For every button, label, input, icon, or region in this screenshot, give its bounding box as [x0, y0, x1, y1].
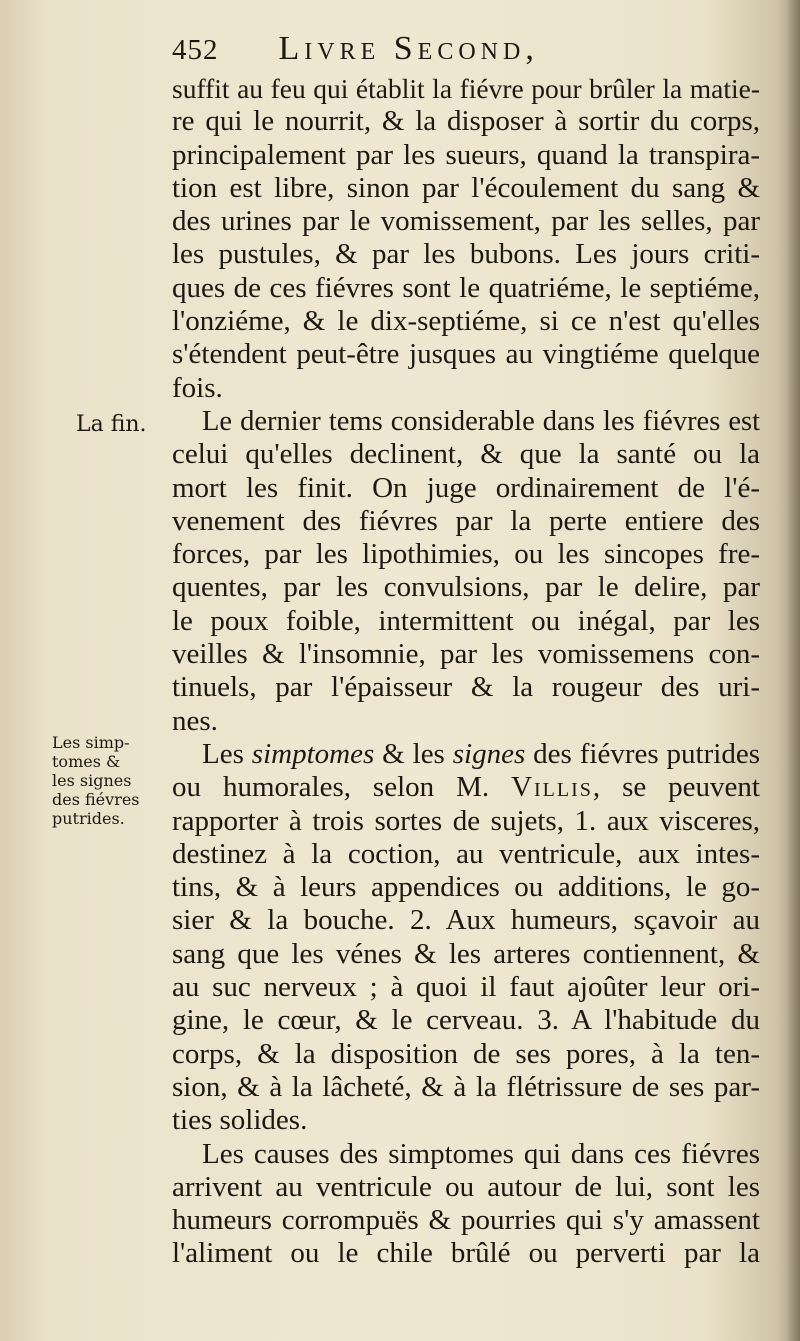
text-line: arrivent au ventricule ou autour de lui, sont les	[172, 1170, 760, 1203]
text-run: ou humorales, selon M.	[172, 771, 512, 804]
text-line: humeurs corrompuës & pourries qui s'y amassent	[172, 1204, 760, 1237]
text-line: des urines par le vomissement, par les selles, par	[172, 205, 760, 238]
text-line: gine, le cœur, & le cerveau. 3. A l'habitude du	[172, 1004, 760, 1037]
text-line: rapporter à trois sortes de sujets, 1. aux visceres,	[172, 804, 760, 837]
running-title: Livre Second,	[278, 30, 539, 67]
text-run: , se peuvent	[592, 771, 760, 804]
text-line: tins, & à leurs appendices ou additions, le go-	[172, 871, 760, 904]
text-run: & les	[374, 737, 453, 770]
italic-term: simptomes	[251, 737, 375, 770]
margin-note-line: les signes	[52, 771, 132, 790]
text-line: l'aliment ou le chile brûlé ou perverti par la	[172, 1237, 760, 1270]
text-run: des fiévres putrides	[525, 737, 760, 770]
text-line: venement des fiévres par la perte entiere des	[172, 504, 760, 537]
text-line: Les causes des simptomes qui dans ces fiévres	[202, 1137, 760, 1170]
margin-note-line: Les simp-	[52, 733, 130, 752]
text-line: principalement par les sueurs, quand la transpira-	[172, 138, 760, 171]
page-number: 452	[172, 34, 219, 66]
text-line	[172, 771, 760, 804]
text-line: sier & la bouche. 2. Aux humeurs, sçavoir au	[172, 904, 760, 937]
text-line: Le dernier tems considerable dans les fiévres est	[202, 405, 760, 437]
text-line: re qui le nourrit, & la disposer à sortir du corps,	[172, 105, 760, 138]
text-line: suffit au feu qui établit la fiévre pour brûler la matie-	[172, 73, 760, 104]
text-line	[172, 738, 760, 771]
text-line: corps, & la disposition de ses pores, à la ten-	[172, 1037, 760, 1070]
text-line: celui qu'elles declinent, & que la santé ou la	[172, 438, 760, 471]
author-name: Villis	[511, 771, 593, 804]
page-header	[172, 30, 732, 74]
text-run: Les	[202, 737, 252, 770]
text-line: nes.	[172, 704, 218, 737]
text-line: le poux foible, intermittent ou inégal, par les	[172, 604, 760, 637]
text-line: les pustules, & par les bubons. Les jours criti-	[172, 238, 760, 271]
text-line: quentes, par les convulsions, par le delire, par	[172, 571, 760, 604]
text-line: veilles & l'insomnie, par les vomissemens con-	[172, 638, 760, 671]
margin-note-line: des fiévres	[52, 790, 140, 809]
page-edge-shadow	[786, 0, 800, 1341]
italic-term: signes	[452, 737, 526, 770]
margin-note-line: tomes &	[52, 752, 121, 771]
text-line: tion est libre, sinon par l'écoulement du sang &	[172, 171, 760, 204]
text-line: mort les finit. On juge ordinairement de l'é-	[172, 471, 760, 504]
text-line: sion, & à la lâcheté, & à la flétrissure de ses par-	[172, 1070, 760, 1103]
text-line: tinuels, par l'épaisseur & la rougeur des uri-	[172, 671, 760, 704]
text-line: sang que les vénes & les arteres contiennent, &	[172, 937, 760, 970]
text-line: s'étendent peut-être jusques au vingtiéme quelque	[172, 338, 760, 371]
text-line: ques de ces fiévres sont le quatriéme, le septiéme,	[172, 271, 760, 304]
margin-note-signes	[52, 733, 140, 828]
margin-note-line: putrides.	[52, 809, 125, 828]
text-line: au suc nerveux ; à quoi il faut ajoûter leur ori-	[172, 971, 760, 1004]
text-line: l'onziéme, & le dix-septiéme, si ce n'est qu'elles	[172, 305, 760, 338]
text-line: forces, par les lipothimies, ou les sincopes fre-	[172, 538, 760, 571]
text-line: ties solides.	[172, 1104, 308, 1137]
body-text	[172, 72, 760, 1271]
text-line: destinez à la coction, au ventricule, aux intes-	[172, 837, 760, 870]
margin-note-fin: La fin.	[76, 412, 147, 437]
text-line: fois.	[172, 371, 223, 404]
